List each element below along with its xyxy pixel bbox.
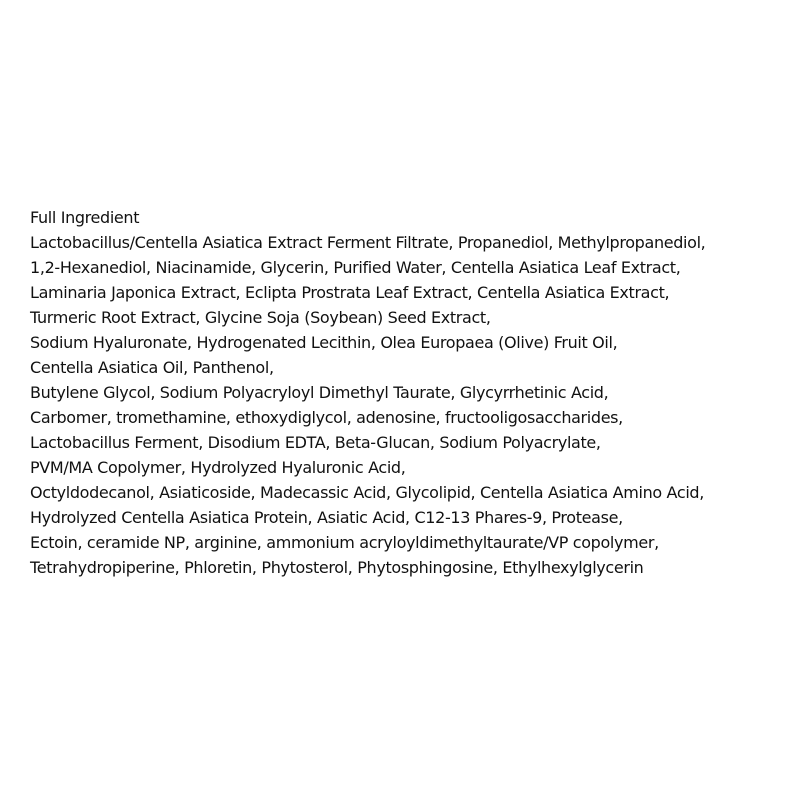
ingredient-line: Butylene Glycol, Sodium Polyacryloyl Dimethyl Taurate, Glycyrrhetinic Acid, <box>30 383 609 402</box>
ingredient-line: PVM/MA Copolymer, Hydrolyzed Hyaluronic Acid, <box>30 458 406 477</box>
ingredient-heading: Full Ingredient <box>30 208 140 227</box>
ingredient-line: Carbomer, tromethamine, ethoxydiglycol, adenosine, fructooligosaccharides, <box>30 408 623 427</box>
ingredient-line: Turmeric Root Extract, Glycine Soja (Soybean) Seed Extract, <box>30 308 491 327</box>
ingredient-line: 1,2-Hexanediol, Niacinamide, Glycerin, Purified Water, Centella Asiatica Leaf Extract, <box>30 258 681 277</box>
ingredient-line: Lactobacillus Ferment, Disodium EDTA, Beta-Glucan, Sodium Polyacrylate, <box>30 433 601 452</box>
ingredient-line: Centella Asiatica Oil, Panthenol, <box>30 358 274 377</box>
ingredient-line: Hydrolyzed Centella Asiatica Protein, Asiatic Acid, C12-13 Phares-9, Protease, <box>30 508 623 527</box>
ingredient-list <box>30 205 790 580</box>
ingredient-line: Lactobacillus/Centella Asiatica Extract Ferment Filtrate, Propanediol, Methylpropanediol, <box>30 233 706 252</box>
ingredient-line: Sodium Hyaluronate, Hydrogenated Lecithin, Olea Europaea (Olive) Fruit Oil, <box>30 333 618 352</box>
ingredient-line: Ectoin, ceramide NP, arginine, ammonium acryloyldimethyltaurate/VP copolymer, <box>30 533 659 552</box>
ingredient-line: Laminaria Japonica Extract, Eclipta Prostrata Leaf Extract, Centella Asiatica Extract, <box>30 283 670 302</box>
ingredient-line: Tetrahydropiperine, Phloretin, Phytosterol, Phytosphingosine, Ethylhexylglycerin <box>30 558 644 577</box>
ingredient-line: Octyldodecanol, Asiaticoside, Madecassic Acid, Glycolipid, Centella Asiatica Amino Acid, <box>30 483 704 502</box>
